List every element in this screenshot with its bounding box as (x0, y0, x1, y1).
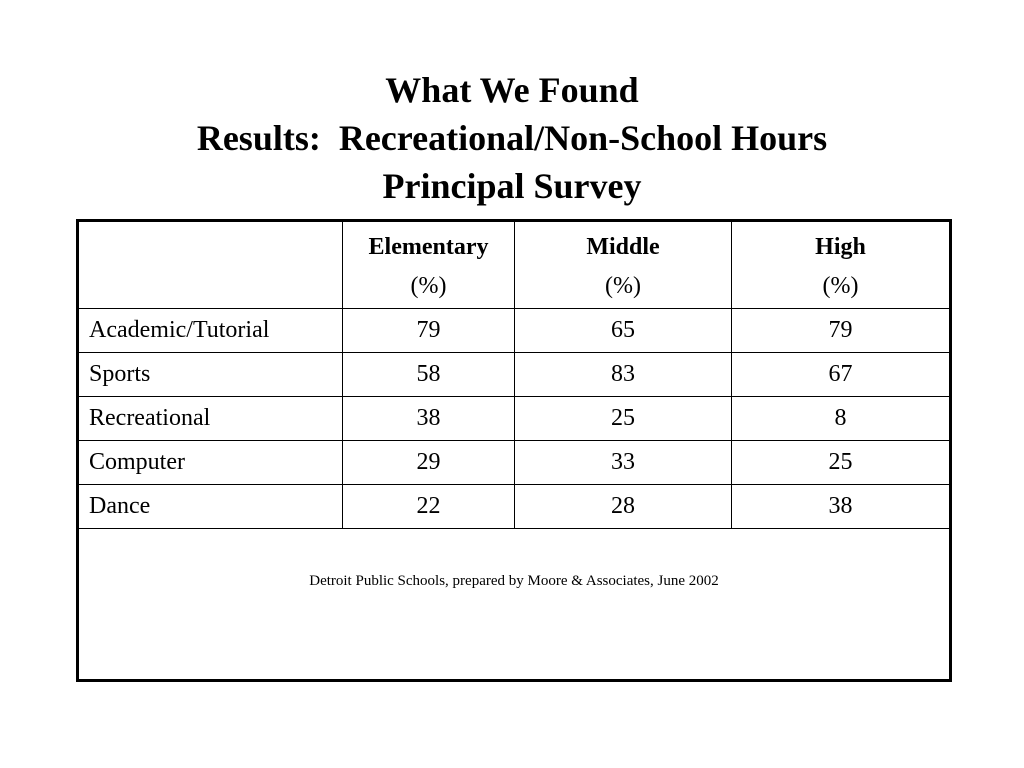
cell-elementary: 79 (343, 309, 515, 353)
cell-high: 38 (732, 485, 951, 529)
table-row (78, 441, 951, 485)
column-header-elementary (343, 221, 515, 309)
cell-elementary: 22 (343, 485, 515, 529)
title-line-1: What We Found (385, 70, 639, 110)
table-row (78, 485, 951, 529)
cell-elementary: 29 (343, 441, 515, 485)
cell-elementary: 58 (343, 353, 515, 397)
column-header-middle (515, 221, 732, 309)
column-name: Middle (586, 234, 660, 260)
column-header-high (732, 221, 951, 309)
title-line-2: Results: Recreational/Non-School Hours (196, 118, 828, 158)
results-table (76, 219, 952, 682)
row-label: Sports (78, 353, 343, 397)
table-row (78, 353, 951, 397)
cell-high: 67 (732, 353, 951, 397)
row-label: Dance (78, 485, 343, 529)
column-unit: (%) (410, 273, 447, 299)
cell-high: 79 (732, 309, 951, 353)
header-empty-cell (78, 221, 343, 309)
table-footer-row (78, 529, 951, 681)
cell-high: 8 (732, 397, 951, 441)
cell-middle: 25 (515, 397, 732, 441)
column-name: Elementary (368, 234, 489, 260)
row-label: Computer (78, 441, 343, 485)
row-label: Academic/Tutorial (78, 309, 343, 353)
footer-cell (78, 529, 951, 681)
column-name: High (815, 234, 866, 260)
table-row (78, 309, 951, 353)
column-unit: (%) (822, 273, 859, 299)
cell-middle: 65 (515, 309, 732, 353)
column-unit: (%) (605, 273, 641, 299)
cell-middle: 33 (515, 441, 732, 485)
cell-middle: 83 (515, 353, 732, 397)
cell-high: 25 (732, 441, 951, 485)
row-label: Recreational (78, 397, 343, 441)
title-line-3: Principal Survey (382, 166, 642, 206)
slide-title (0, 66, 1024, 210)
cell-elementary: 38 (343, 397, 515, 441)
table-header-row (78, 221, 951, 309)
table-row (78, 397, 951, 441)
source-note: Detroit Public Schools, prepared by Moore & Associates, June 2002 (309, 573, 719, 589)
cell-middle: 28 (515, 485, 732, 529)
